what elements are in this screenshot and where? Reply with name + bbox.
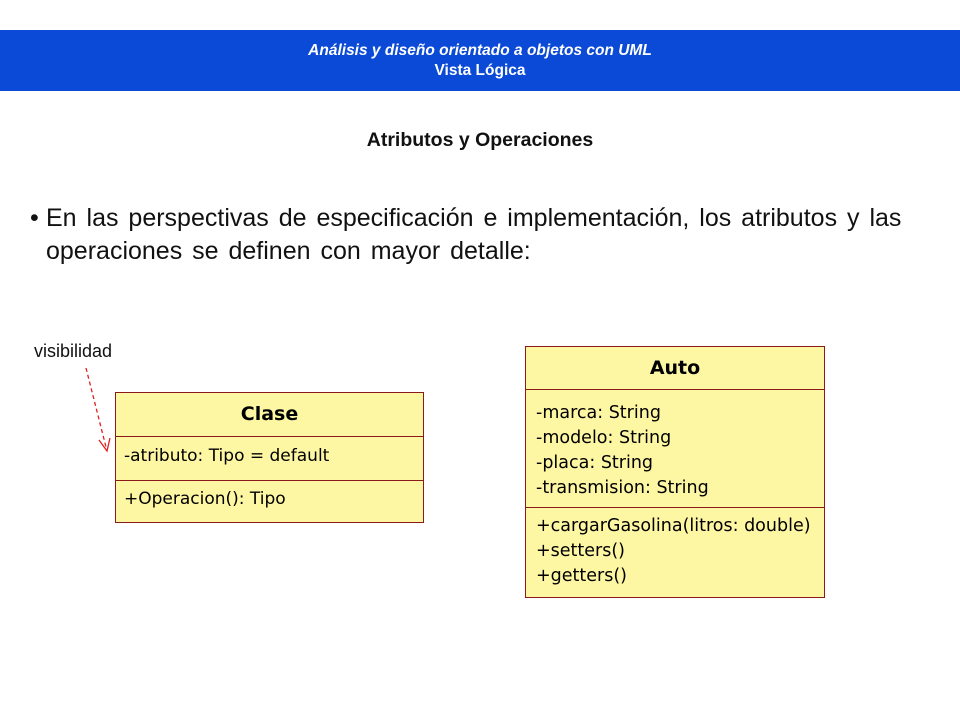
class-attribute: -atributo: Tipo = default bbox=[124, 446, 330, 466]
header-subtitle: Vista Lógica bbox=[434, 62, 526, 79]
visibility-arrow-head bbox=[99, 438, 110, 451]
uml-class-generic bbox=[115, 392, 424, 523]
class-operation: +setters() bbox=[536, 541, 626, 561]
uml-class-auto bbox=[525, 346, 825, 598]
class-operations bbox=[526, 508, 824, 589]
class-attribute: -marca: String bbox=[536, 403, 661, 423]
bullet-text: En las perspectivas de especificación e implementación, los atributos y las operaciones se definen con mayor detalle: bbox=[46, 204, 902, 265]
visibility-arrow-line bbox=[86, 368, 107, 451]
class-attributes bbox=[116, 437, 423, 481]
class-attribute: -placa: String bbox=[536, 453, 654, 473]
class-attributes bbox=[526, 390, 824, 508]
bullet-marker: • bbox=[30, 204, 39, 232]
class-attribute: -modelo: String bbox=[536, 428, 672, 448]
section-title: Atributos y Operaciones bbox=[366, 129, 594, 151]
header-title: Análisis y diseño orientado a objetos con UML bbox=[308, 42, 652, 59]
class-attribute: -transmision: String bbox=[536, 478, 709, 498]
class-operation: +cargarGasolina(litros: double) bbox=[536, 516, 811, 536]
class-name: Clase bbox=[116, 393, 423, 437]
class-operation: +Operacion(): Tipo bbox=[124, 489, 286, 509]
class-name: Auto bbox=[526, 347, 824, 390]
class-operation: +getters() bbox=[536, 566, 627, 586]
visibility-label: visibilidad bbox=[34, 341, 113, 361]
class-operations bbox=[116, 481, 423, 509]
